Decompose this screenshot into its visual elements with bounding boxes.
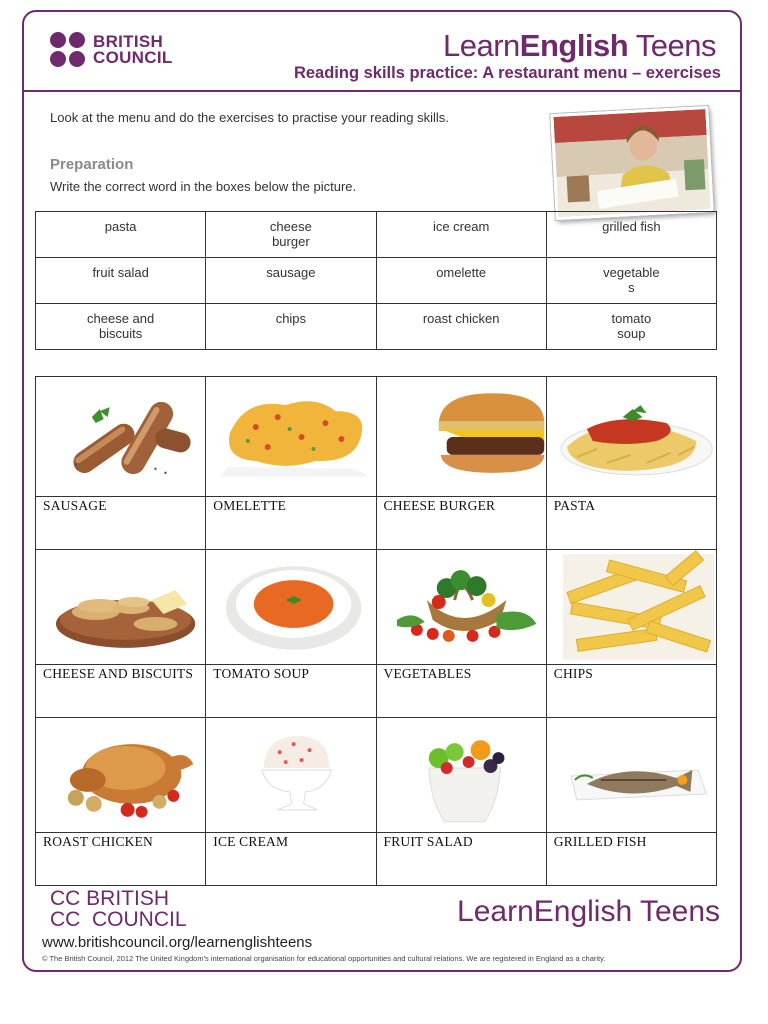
label-cell: GRILLED FISH [546,833,716,886]
label-cell: OMELETTE [206,497,376,550]
vegetables-picture [376,550,546,665]
label-cell: CHEESE AND BISCUITS [36,665,206,718]
logo-line-1: BRITISH [93,31,164,51]
tomato-soup-picture [206,550,376,665]
label-cell: CHIPS [546,665,716,718]
label-cell: ICE CREAM [206,833,376,886]
word-cell: tomato soup [546,304,716,350]
chips-picture [546,550,716,665]
preparation-instruction: Write the correct word in the boxes below the picture. [50,179,357,194]
label-cell: VEGETABLES [376,665,546,718]
footer-url: www.britishcouncil.org/learnenglishteens [42,934,313,951]
preparation-heading: Preparation [50,156,134,173]
footer-logo-line-2: CC COUNCIL [50,908,187,931]
word-cell: sausage [206,258,376,304]
label-cell: FRUIT SALAD [376,833,546,886]
word-cell: cheese and biscuits [36,304,206,350]
footer-logo-line-1: CC BRITISH [50,887,170,910]
word-cell: fruit salad [36,258,206,304]
copyright-notice: © The British Council, 2012 The United Kingdom's international organisation for educational opportunities and cultural relations. We are registered in England as a charity. [42,954,606,963]
word-cell: grilled fish [546,212,716,258]
ice-cream-picture [206,718,376,833]
word-cell: pasta [36,212,206,258]
pasta-picture [546,377,716,497]
roast-chicken-picture [36,718,206,833]
grilled-fish-picture [546,718,716,833]
logo-line-2: COUNCIL [93,47,173,67]
cheese-burger-picture [376,377,546,497]
label-cell: SAUSAGE [36,497,206,550]
word-cell: cheese burger [206,212,376,258]
logo-dots-icon [50,32,85,67]
label-cell: PASTA [546,497,716,550]
intro-text: Look at the menu and do the exercises to practise your reading skills. [50,110,449,125]
omelette-picture [206,377,376,497]
word-cell: vegetable s [546,258,716,304]
word-cell: ice cream [376,212,546,258]
british-council-logo [50,32,173,67]
header-divider [24,90,742,92]
cheese-and-biscuits-picture [36,550,206,665]
worksheet-subtitle: Reading skills practice: A restaurant menu – exercises [293,64,721,82]
fruit-salad-picture [376,718,546,833]
learnenglish-teens-logo: LearnEnglish Teens [442,28,716,63]
label-cell: ROAST CHICKEN [36,833,206,886]
footer-learnenglish-logo: LearnEnglish Teens [457,895,720,928]
word-cell: chips [206,304,376,350]
footer-british-council-logo [50,888,187,930]
picture-answer-table [35,376,717,886]
word-bank-table [35,211,717,350]
label-cell: TOMATO SOUP [206,665,376,718]
sausage-picture [36,377,206,497]
label-cell: CHEESE BURGER [376,497,546,550]
word-cell: omelette [376,258,546,304]
restaurant-photo [550,106,713,220]
word-cell: roast chicken [376,304,546,350]
